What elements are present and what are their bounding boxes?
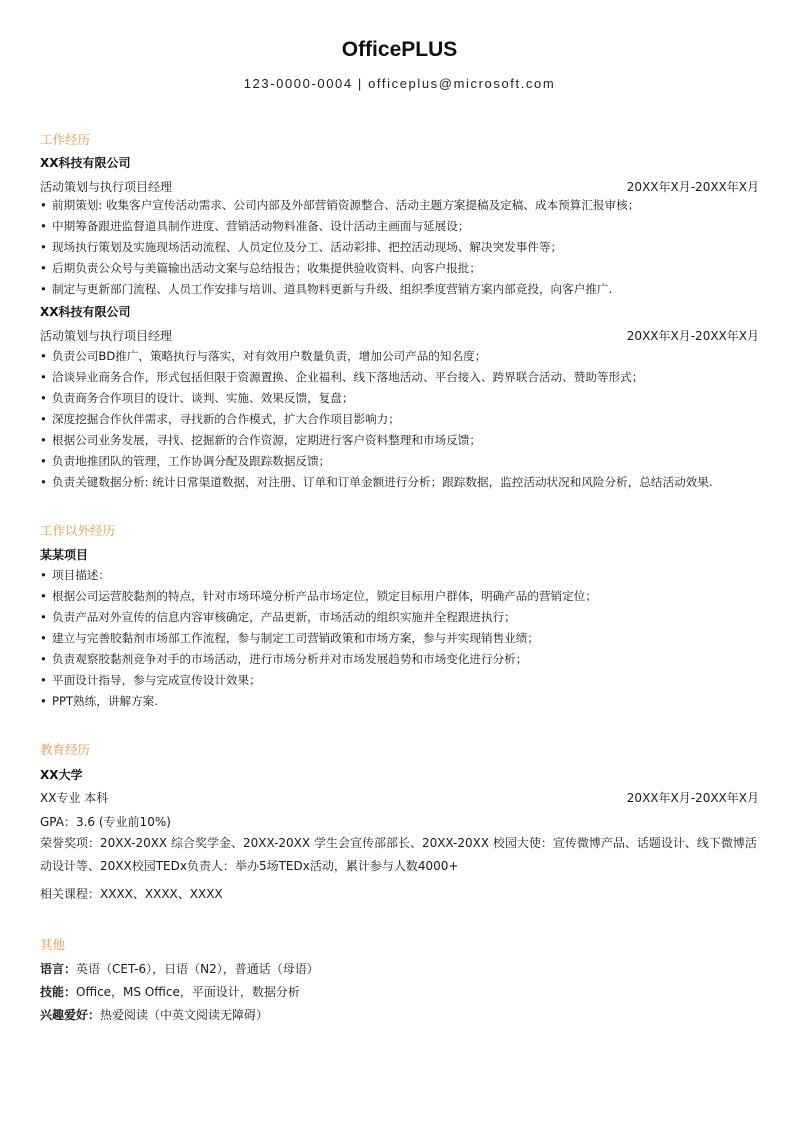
hobby-label: 兴趣爱好：: [40, 1008, 101, 1022]
list-item: • 中期筹备跟进监督道具制作进度、营销活动物料准备、设计活动主画面与延展设；: [40, 219, 470, 233]
list-item: • 根据公司业务发展，寻找、挖掘新的合作资源，定期进行客户资料整理和市场反馈；: [40, 433, 481, 447]
list-item: • 负责观察胶黏剂竞争对手的市场活动，进行市场分析并对市场发展趋势和市场变化进行分析；: [40, 652, 528, 666]
list-item: • 前期策划: 收集客户宣传活动需求、公司内部及外部营销资源整合、活动主题方案提稿及定稿、成本预算汇报审核；: [40, 198, 640, 212]
list-item: • 深度挖掘合作伙伴需求，寻找新的合作模式，扩大合作项目影响力；: [40, 412, 400, 426]
contact-line: 123-0000-0004 | officeplus@microsoft.com: [243, 76, 556, 91]
education-period: 20XX年X月-20XX年X月: [626, 791, 759, 805]
section-title-other: 工作以外经历: [40, 523, 116, 538]
list-item: • 负责产品对外宣传的信息内容审核确定，产品更新，市场活动的组织实施并全程跟进执行；: [40, 610, 516, 624]
list-item: • 负责商务合作项目的设计、谈判、实施、效果反馈，复盘；: [40, 391, 354, 405]
hobby-line: [40, 1006, 268, 1023]
job-bullets: [40, 195, 759, 300]
skills-value: Office，MS Office，平面设计，数据分析: [76, 985, 300, 999]
job-role: 活动策划与执行项目经理: [40, 180, 173, 194]
major: XX专业 本科: [40, 791, 109, 805]
section-title-misc: 其他: [40, 937, 66, 952]
job-period: 20XX年X月-20XX年X月: [626, 180, 759, 194]
list-item: • 建立与完善胶黏剂市场部工作流程，参与制定工司营销政策和市场方案，参与并实现销售业绩；: [40, 631, 539, 645]
hobby-value: 热爱阅读（中英文阅读无障碍）: [100, 1008, 269, 1022]
job-bullets: [40, 346, 759, 493]
list-item: • 根据公司运营胶黏剂的特点，针对市场环境分析产品市场定位，锁定目标用户群体，明确产品的营销定位；: [40, 589, 597, 603]
project-name: 某某项目: [40, 548, 89, 562]
courses: 相关课程：XXXX、XXXX、XXXX: [40, 887, 223, 901]
list-item: • 项目描述：: [40, 568, 110, 582]
gpa: GPA：3.6 (专业前10%): [40, 815, 171, 829]
list-item: • 后期负责公众号与美篇输出活动文案与总结报告；收集提供验收资料、向客户报批；: [40, 261, 481, 275]
job-period: 20XX年X月-20XX年X月: [626, 329, 759, 343]
language-label: 语言：: [40, 962, 77, 976]
candidate-name: OfficePLUS: [341, 38, 458, 61]
list-item: • 平面设计指导，参与完成宣传设计效果；: [40, 673, 261, 687]
section-title-work: 工作经历: [40, 132, 91, 147]
school-name: XX大学: [40, 768, 83, 782]
list-item: • 现场执行策划及实施现场活动流程、人员定位及分工、活动彩排、把控活动现场、解决突发事件等；: [40, 240, 563, 254]
section-title-education: 教育经历: [40, 742, 91, 757]
project-bullets: [40, 565, 759, 712]
list-item: • 负责地推团队的管理，工作协调分配及跟踪数据反馈；: [40, 454, 331, 468]
list-item: • 制定与更新部门流程、人员工作安排与培训、道具物料更新与升级、组织季度营销方案内部竞投，向客户推广.: [40, 282, 613, 296]
language-value: 英语（CET-6），日语（N2），普通话（母语）: [76, 962, 319, 976]
honors: 荣誉奖项：20XX-20XX 综合奖学金、20XX-20XX 学生会宣传部部长、20XX-20XX 校园大使：宣传微博产品、话题设计、线下微博活动设计等、20XX校园TEDx负责人：举办5场TEDx活动，累计参与人数4000+: [40, 836, 757, 873]
job-role: 活动策划与执行项目经理: [40, 329, 173, 343]
skills-label: 技能：: [40, 985, 77, 999]
list-item: • 洽谈异业商务合作，形式包括但限于资源置换、企业福利、线下落地活动、平台接入、跨界联合活动、赞助等形式；: [40, 370, 644, 384]
skills-line: [40, 983, 300, 1000]
company-name: XX科技有限公司: [40, 156, 131, 170]
language-line: [40, 960, 319, 977]
list-item: • PPT熟练，讲解方案.: [40, 694, 158, 708]
list-item: • 负责公司BD推广，策略执行与落实，对有效用户数量负责，增加公司产品的知名度；: [40, 349, 487, 363]
list-item: • 负责关键数据分析: 统计日常渠道数据，对注册、订单和订单金额进行分析；跟踪数据，监控活动状况和风险分析，总结活动效果.: [40, 475, 713, 489]
company-name: XX科技有限公司: [40, 305, 131, 319]
